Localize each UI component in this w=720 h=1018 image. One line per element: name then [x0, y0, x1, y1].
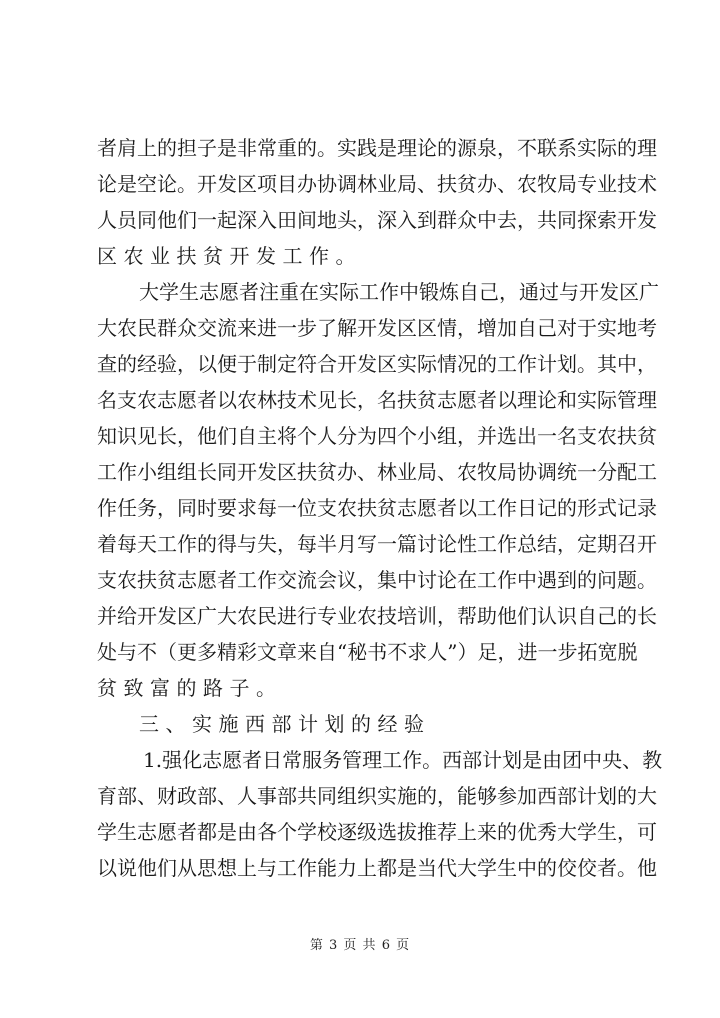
text-line: 知识见长，他们自主将个人分为四个小组，并选出一名支农扶贫	[97, 424, 657, 448]
page-number-footer: 第 3 页 共 6 页	[309, 938, 411, 953]
text-line: 查的经验，以便于制定符合开发区实际情况的工作计划。其中，	[97, 352, 657, 376]
text-line: 论是空论。开发区项目办协调林业局、扶贫办、农牧局专业技术	[97, 172, 657, 196]
text-line: 并给开发区广大农民进行专业农技培训，帮助他们认识自己的长	[97, 604, 657, 628]
text-line: 育部、财政部、人事部共同组织实施的，能够参加西部计划的大	[97, 784, 657, 808]
text-line: 1.强化志愿者日常服务管理工作。西部计划是由团中央、教	[143, 748, 663, 772]
text-line: 大农民群众交流来进一步了解开发区区情，增加自己对于实地考	[97, 316, 657, 340]
text-line: 者肩上的担子是非常重的。实践是理论的源泉，不联系实际的理	[97, 136, 657, 160]
paragraph-2	[97, 274, 659, 706]
text-line: 人员同他们一起深入田间地头，深入到群众中去，共同探索开发	[97, 208, 657, 232]
text-line: 区农业扶贫开发工作。	[97, 244, 362, 268]
heading-text: 三、实施西部计划的经验	[139, 712, 431, 736]
text-line: 作任务，同时要求每一位支农扶贫志愿者以工作日记的形式记录	[97, 496, 657, 520]
section-heading	[97, 706, 631, 742]
paragraph-3	[97, 742, 663, 886]
text-line: 着每天工作的得与失，每半月写一篇讨论性工作总结，定期召开	[97, 532, 657, 556]
document-body	[97, 130, 663, 886]
text-line: 学生志愿者都是由各个学校逐级选拔推荐上来的优秀大学生，可	[97, 820, 657, 844]
text-line: 支农扶贫志愿者工作交流会议，集中讨论在工作中遇到的问题。	[97, 568, 657, 592]
text-line: 以说他们从思想上与工作能力上都是当代大学生中的佼佼者。他	[97, 856, 657, 880]
text-line: 工作小组组长同开发区扶贫办、林业局、农牧局协调统一分配工	[97, 460, 657, 484]
text-line: 名支农志愿者以农林技术见长，名扶贫志愿者以理论和实际管理	[97, 388, 657, 412]
paragraph-1	[97, 130, 657, 274]
text-line: 贫致富的路子。	[97, 676, 283, 700]
text-line: 大学生志愿者注重在实际工作中锻炼自己，通过与开发区广	[139, 280, 659, 304]
text-line: 处与不（更多精彩文章来自“秘书不求人”）足，进一步拓宽脱	[97, 640, 638, 664]
